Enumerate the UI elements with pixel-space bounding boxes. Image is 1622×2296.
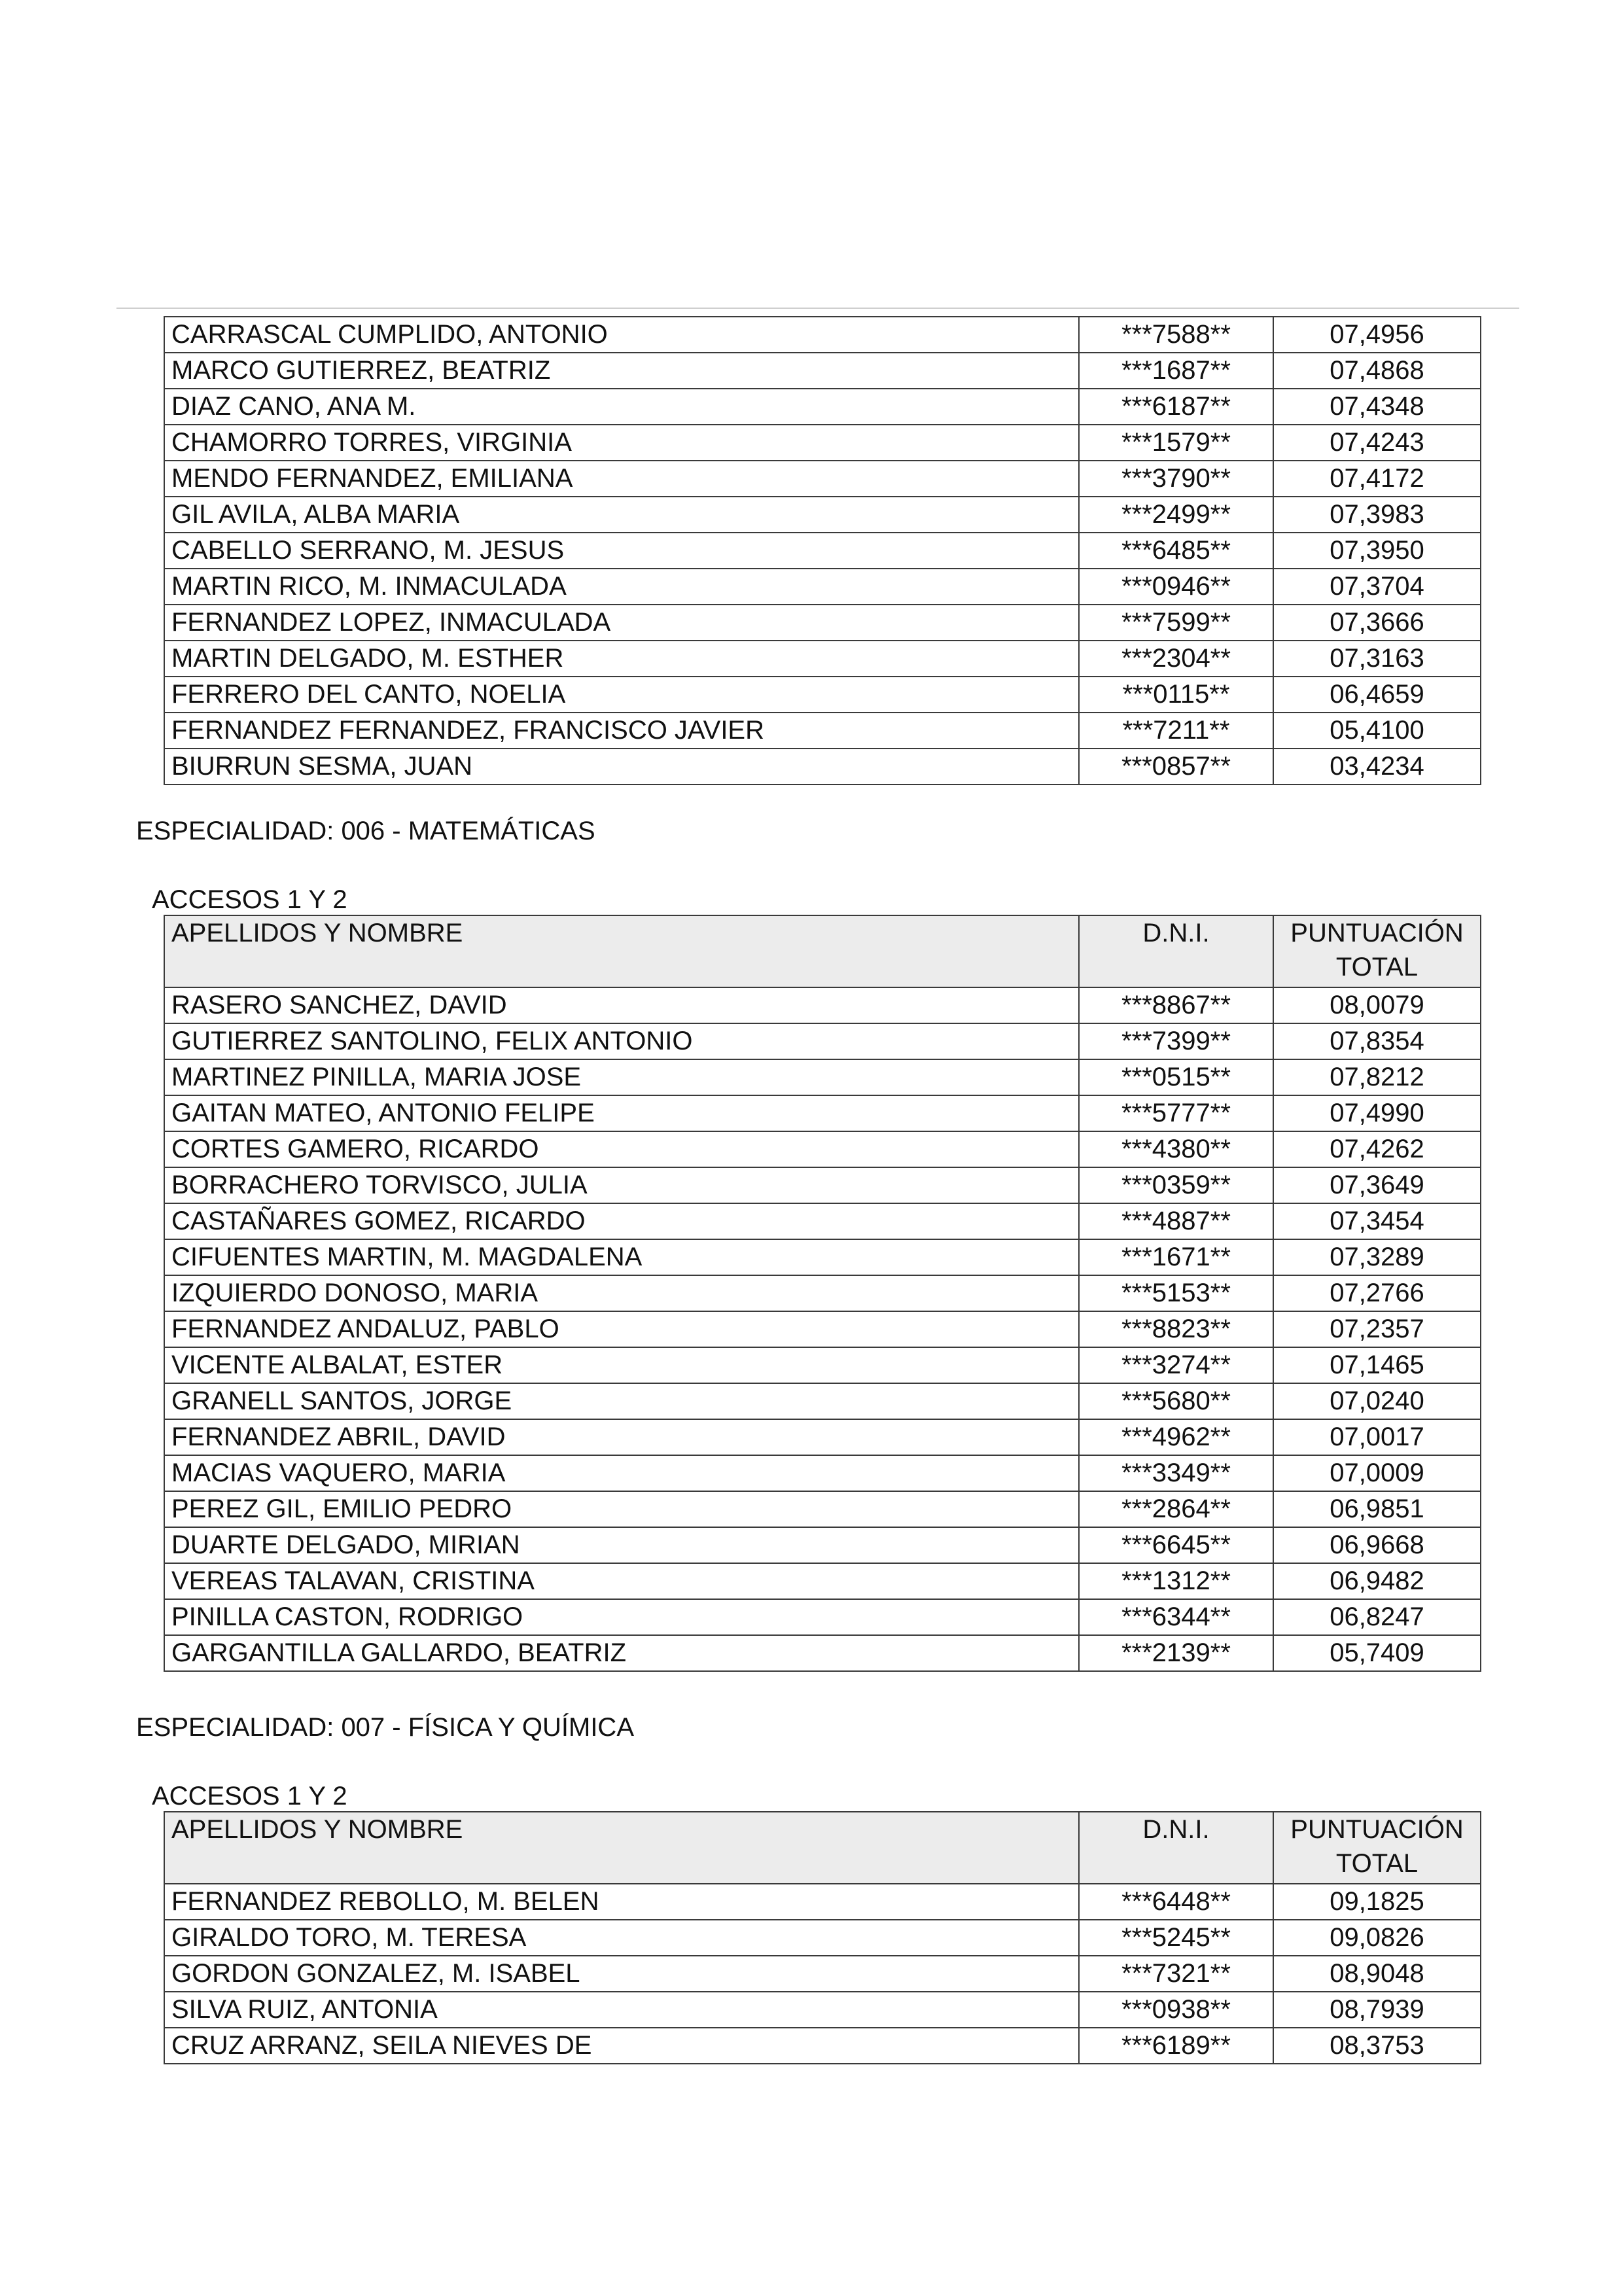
cell-name: BORRACHERO TORVISCO, JULIA [164, 1167, 1079, 1203]
results-table-006 [164, 915, 1481, 1672]
column-header-name: APELLIDOS Y NOMBRE [164, 1812, 1079, 1884]
cell-name: MARTIN RICO, M. INMACULADA [164, 569, 1079, 605]
cell-name: GAITAN MATEO, ANTONIO FELIPE [164, 1095, 1079, 1131]
cell-name: GORDON GONZALEZ, M. ISABEL [164, 1956, 1079, 1992]
table-row [164, 605, 1481, 641]
cell-name: GIL AVILA, ALBA MARIA [164, 497, 1079, 533]
cell-dni: ***0515** [1079, 1059, 1273, 1095]
cell-name: BIURRUN SESMA, JUAN [164, 749, 1079, 785]
cell-score: 05,4100 [1273, 713, 1481, 749]
table-row [164, 1599, 1481, 1635]
cell-name: PEREZ GIL, EMILIO PEDRO [164, 1491, 1079, 1527]
cell-dni: ***7321** [1079, 1956, 1273, 1992]
cell-score: 08,0079 [1273, 987, 1481, 1023]
cell-name: MACIAS VAQUERO, MARIA [164, 1455, 1079, 1491]
table-row [164, 1275, 1481, 1311]
column-header-score: PUNTUACIÓN TOTAL [1273, 1812, 1481, 1884]
cell-dni: ***0115** [1079, 677, 1273, 713]
table-row [164, 1956, 1481, 1992]
cell-dni: ***5777** [1079, 1095, 1273, 1131]
table-row [164, 1239, 1481, 1275]
cell-name: MENDO FERNANDEZ, EMILIANA [164, 461, 1079, 497]
cell-score: 07,8354 [1273, 1023, 1481, 1059]
cell-name: FERNANDEZ REBOLLO, M. BELEN [164, 1884, 1079, 1920]
column-header-score: PUNTUACIÓN TOTAL [1273, 915, 1481, 987]
table-row [164, 1095, 1481, 1131]
cell-score: 07,3983 [1273, 497, 1481, 533]
cell-dni: ***1671** [1079, 1239, 1273, 1275]
table-row [164, 1455, 1481, 1491]
table-row [164, 1131, 1481, 1167]
table-row [164, 1059, 1481, 1095]
cell-dni: ***6448** [1079, 1884, 1273, 1920]
cell-dni: ***1312** [1079, 1563, 1273, 1599]
table-row [164, 533, 1481, 569]
cell-name: DIAZ CANO, ANA M. [164, 389, 1079, 425]
table-row [164, 1635, 1481, 1671]
cell-name: MARTIN DELGADO, M. ESTHER [164, 641, 1079, 677]
cell-name: DUARTE DELGADO, MIRIAN [164, 1527, 1079, 1563]
table-row [164, 461, 1481, 497]
cell-dni: ***4962** [1079, 1419, 1273, 1455]
column-header-dni: D.N.I. [1079, 915, 1273, 987]
table-row [164, 1419, 1481, 1455]
cell-name: IZQUIERDO DONOSO, MARIA [164, 1275, 1079, 1311]
cell-name: CHAMORRO TORRES, VIRGINIA [164, 425, 1079, 461]
cell-name: SILVA RUIZ, ANTONIA [164, 1992, 1079, 2028]
cell-score: 07,8212 [1273, 1059, 1481, 1095]
cell-dni: ***4380** [1079, 1131, 1273, 1167]
cell-name: CRUZ ARRANZ, SEILA NIEVES DE [164, 2028, 1079, 2064]
cell-score: 07,2357 [1273, 1311, 1481, 1347]
cell-score: 09,0826 [1273, 1920, 1481, 1956]
cell-name: MARTINEZ PINILLA, MARIA JOSE [164, 1059, 1079, 1095]
cell-name: FERRERO DEL CANTO, NOELIA [164, 677, 1079, 713]
cell-name: FERNANDEZ ABRIL, DAVID [164, 1419, 1079, 1455]
table-row [164, 987, 1481, 1023]
cell-dni: ***6187** [1079, 389, 1273, 425]
cell-dni: ***5153** [1079, 1275, 1273, 1311]
cell-score: 03,4234 [1273, 749, 1481, 785]
cell-score: 07,1465 [1273, 1347, 1481, 1383]
cell-score: 07,3163 [1273, 641, 1481, 677]
cell-score: 07,3289 [1273, 1239, 1481, 1275]
cell-name: CASTAÑARES GOMEZ, RICARDO [164, 1203, 1079, 1239]
cell-dni: ***8867** [1079, 987, 1273, 1023]
table-row [164, 1203, 1481, 1239]
cell-dni: ***2304** [1079, 641, 1273, 677]
cell-name: VEREAS TALAVAN, CRISTINA [164, 1563, 1079, 1599]
cell-name: GRANELL SANTOS, JORGE [164, 1383, 1079, 1419]
cell-score: 07,0017 [1273, 1419, 1481, 1455]
specialty-title-006: ESPECIALIDAD: 006 - MATEMÁTICAS [136, 817, 595, 845]
cell-dni: ***2499** [1079, 497, 1273, 533]
table-header-row [164, 915, 1481, 987]
cell-score: 07,3649 [1273, 1167, 1481, 1203]
cell-dni: ***5680** [1079, 1383, 1273, 1419]
cell-name: GIRALDO TORO, M. TERESA [164, 1920, 1079, 1956]
cell-score: 06,9482 [1273, 1563, 1481, 1599]
cell-dni: ***6344** [1079, 1599, 1273, 1635]
cell-score: 06,9668 [1273, 1527, 1481, 1563]
table-row [164, 389, 1481, 425]
table-row [164, 1920, 1481, 1956]
cell-score: 07,4990 [1273, 1095, 1481, 1131]
cell-name: VICENTE ALBALAT, ESTER [164, 1347, 1079, 1383]
table-row [164, 1347, 1481, 1383]
cell-dni: ***6189** [1079, 2028, 1273, 2064]
cell-dni: ***0938** [1079, 1992, 1273, 2028]
access-label-006: ACCESOS 1 Y 2 [152, 885, 347, 914]
cell-dni: ***3349** [1079, 1455, 1273, 1491]
cell-dni: ***0857** [1079, 749, 1273, 785]
cell-name: CIFUENTES MARTIN, M. MAGDALENA [164, 1239, 1079, 1275]
cell-score: 07,0240 [1273, 1383, 1481, 1419]
cell-score: 06,9851 [1273, 1491, 1481, 1527]
cell-dni: ***6485** [1079, 533, 1273, 569]
column-header-dni: D.N.I. [1079, 1812, 1273, 1884]
cell-score: 08,3753 [1273, 2028, 1481, 2064]
cell-score: 07,3666 [1273, 605, 1481, 641]
cell-score: 07,4956 [1273, 317, 1481, 353]
table-row [164, 1992, 1481, 2028]
cell-score: 07,4172 [1273, 461, 1481, 497]
table-row [164, 1167, 1481, 1203]
cell-dni: ***2864** [1079, 1491, 1273, 1527]
cell-dni: ***7399** [1079, 1023, 1273, 1059]
table-row [164, 677, 1481, 713]
cell-score: 06,8247 [1273, 1599, 1481, 1635]
table-row [164, 1311, 1481, 1347]
cell-dni: ***1687** [1079, 353, 1273, 389]
table-row [164, 1527, 1481, 1563]
cell-dni: ***8823** [1079, 1311, 1273, 1347]
cell-score: 05,7409 [1273, 1635, 1481, 1671]
cell-dni: ***3790** [1079, 461, 1273, 497]
table-row [164, 1563, 1481, 1599]
table-row [164, 569, 1481, 605]
cell-score: 07,3704 [1273, 569, 1481, 605]
cell-score: 07,2766 [1273, 1275, 1481, 1311]
table-row [164, 353, 1481, 389]
cell-score: 08,9048 [1273, 1956, 1481, 1992]
cell-dni: ***0946** [1079, 569, 1273, 605]
cell-dni: ***3274** [1079, 1347, 1273, 1383]
cell-dni: ***6645** [1079, 1527, 1273, 1563]
cell-score: 07,3950 [1273, 533, 1481, 569]
cell-name: MARCO GUTIERREZ, BEATRIZ [164, 353, 1079, 389]
table-row [164, 641, 1481, 677]
results-table-007 [164, 1811, 1481, 2064]
cell-score: 07,4348 [1273, 389, 1481, 425]
access-label-007: ACCESOS 1 Y 2 [152, 1782, 347, 1810]
cell-score: 07,4868 [1273, 353, 1481, 389]
cell-dni: ***0359** [1079, 1167, 1273, 1203]
table-row [164, 1884, 1481, 1920]
cell-dni: ***7211** [1079, 713, 1273, 749]
specialty-title-007: ESPECIALIDAD: 007 - FÍSICA Y QUÍMICA [136, 1713, 634, 1742]
cell-score: 07,0009 [1273, 1455, 1481, 1491]
cell-name: GUTIERREZ SANTOLINO, FELIX ANTONIO [164, 1023, 1079, 1059]
table-row [164, 1491, 1481, 1527]
column-header-name: APELLIDOS Y NOMBRE [164, 915, 1079, 987]
cell-score: 07,4262 [1273, 1131, 1481, 1167]
cell-name: PINILLA CASTON, RODRIGO [164, 1599, 1079, 1635]
cell-dni: ***7588** [1079, 317, 1273, 353]
cell-score: 07,3454 [1273, 1203, 1481, 1239]
cell-dni: ***1579** [1079, 425, 1273, 461]
table-row [164, 1383, 1481, 1419]
table-row [164, 749, 1481, 785]
cell-dni: ***2139** [1079, 1635, 1273, 1671]
cell-dni: ***4887** [1079, 1203, 1273, 1239]
cell-name: RASERO SANCHEZ, DAVID [164, 987, 1079, 1023]
cell-dni: ***7599** [1079, 605, 1273, 641]
cell-name: FERNANDEZ LOPEZ, INMACULADA [164, 605, 1079, 641]
cell-dni: ***5245** [1079, 1920, 1273, 1956]
table-header-row [164, 1812, 1481, 1884]
cell-name: CARRASCAL CUMPLIDO, ANTONIO [164, 317, 1079, 353]
header-rule [116, 308, 1519, 309]
cell-score: 07,4243 [1273, 425, 1481, 461]
table-row [164, 497, 1481, 533]
cell-score: 06,4659 [1273, 677, 1481, 713]
table-row [164, 713, 1481, 749]
cell-name: CABELLO SERRANO, M. JESUS [164, 533, 1079, 569]
continuation-table [164, 316, 1481, 785]
table-row [164, 1023, 1481, 1059]
table-row [164, 425, 1481, 461]
cell-name: CORTES GAMERO, RICARDO [164, 1131, 1079, 1167]
cell-score: 09,1825 [1273, 1884, 1481, 1920]
table-row [164, 2028, 1481, 2064]
cell-score: 08,7939 [1273, 1992, 1481, 2028]
table-row [164, 317, 1481, 353]
cell-name: GARGANTILLA GALLARDO, BEATRIZ [164, 1635, 1079, 1671]
cell-name: FERNANDEZ ANDALUZ, PABLO [164, 1311, 1079, 1347]
cell-name: FERNANDEZ FERNANDEZ, FRANCISCO JAVIER [164, 713, 1079, 749]
